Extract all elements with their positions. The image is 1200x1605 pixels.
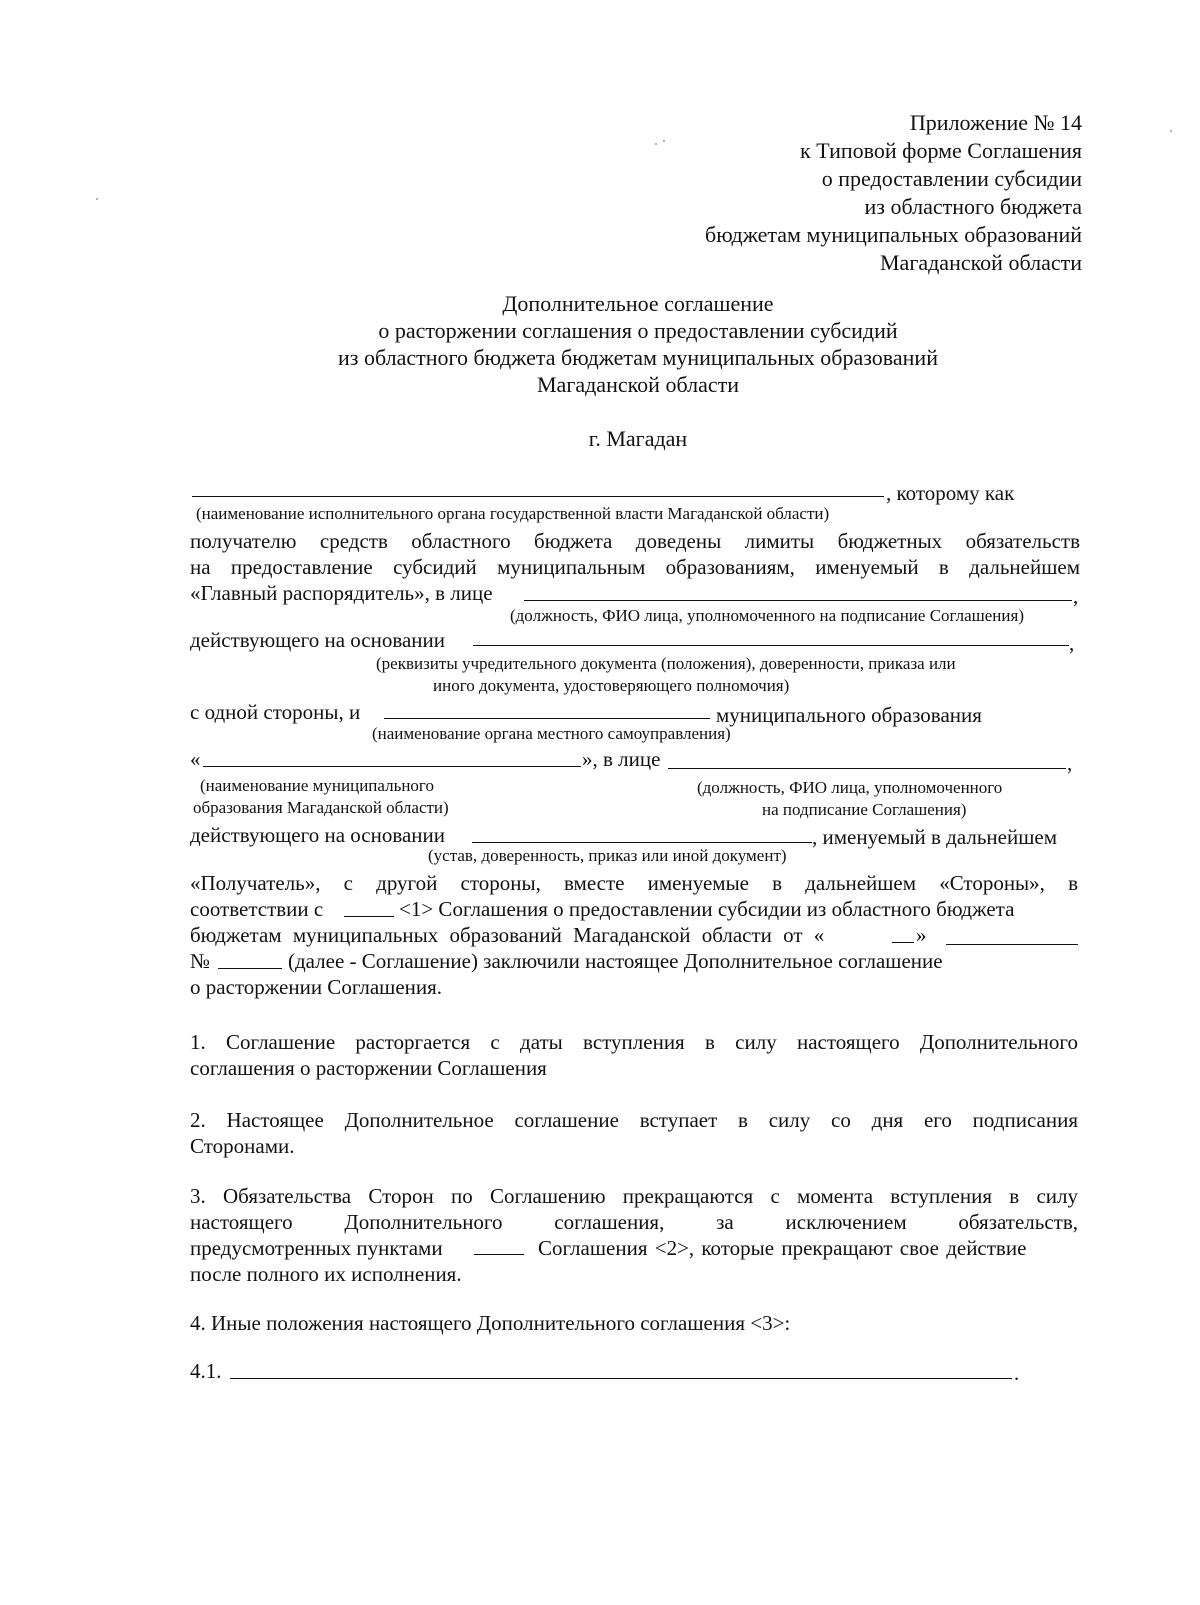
blank-other-provisions bbox=[230, 1378, 1012, 1379]
preamble-text: муниципального образования bbox=[716, 703, 982, 727]
clause-2: Сторонами. bbox=[190, 1134, 295, 1158]
title-line: из областного бюджета бюджетам муниципальных образований bbox=[338, 345, 938, 370]
preamble-text: «Получатель», с другой стороны, вместе именуемые в дальнейшем «Стороны», в bbox=[190, 871, 1078, 895]
clause-2: 2. Настоящее Дополнительное соглашение вступает в силу со дня его подписания bbox=[190, 1108, 1078, 1132]
comma: , bbox=[1073, 584, 1079, 608]
clause-1: соглашения о расторжении Соглашения bbox=[190, 1056, 547, 1080]
blank-agreement-number bbox=[218, 968, 282, 969]
appendix-line: из областного бюджета bbox=[864, 194, 1082, 219]
clause-3: предусмотренных пунктами bbox=[190, 1236, 443, 1260]
preamble-text: получателю средств областного бюджета доведены лимиты бюджетных обязательств bbox=[190, 529, 1080, 553]
field-caption: образования Магаданской области) bbox=[193, 798, 449, 817]
clause-1: 1. Соглашение расторгается с даты вступления в силу настоящего Дополнительного bbox=[190, 1030, 1078, 1054]
preamble-text: , которому как bbox=[886, 481, 1015, 505]
clause-3: после полного их исполнения. bbox=[190, 1262, 462, 1286]
preamble-text: <1> Соглашения о предоставлении субсидии из областного бюджета bbox=[399, 897, 1015, 921]
appendix-line: бюджетам муниципальных образований bbox=[705, 222, 1082, 247]
scan-speck bbox=[96, 198, 98, 200]
blank-day bbox=[892, 942, 914, 943]
field-caption: (наименование исполнительного органа государственной власти Магаданской области) bbox=[196, 504, 830, 523]
comma: , bbox=[1069, 631, 1075, 655]
field-caption: (устав, доверенность, приказ или иной документ) bbox=[428, 846, 787, 865]
field-caption: (должность, ФИО лица, уполномоченного на подписание Соглашения) bbox=[510, 606, 1024, 625]
blank-clause-ref bbox=[344, 916, 394, 917]
preamble-text: с одной стороны, и bbox=[190, 700, 361, 724]
blank-clauses-ref bbox=[474, 1254, 524, 1255]
blank-basis-document bbox=[473, 645, 1069, 646]
period: . bbox=[1014, 1361, 1020, 1385]
field-caption: (наименование органа местного самоуправления) bbox=[372, 724, 731, 743]
preamble-text: № bbox=[190, 949, 211, 973]
appendix-line: о предоставлении субсидии bbox=[821, 166, 1082, 191]
preamble-text: «Главный распорядитель», в лице bbox=[190, 581, 493, 605]
clause-3: настоящего Дополнительного соглашения, за исключением обязательств, bbox=[190, 1210, 1078, 1234]
city: г. Магадан bbox=[588, 426, 688, 451]
field-caption: (должность, ФИО лица, уполномоченного bbox=[697, 778, 1003, 797]
blank-municipal-official bbox=[668, 768, 1066, 769]
preamble-text: (далее - Соглашение) заключили настоящее Дополнительное соглашение bbox=[288, 949, 943, 973]
blank-recipient-basis bbox=[472, 842, 812, 843]
blank-authority-name bbox=[192, 496, 884, 497]
preamble-text: действующего на основании bbox=[190, 823, 446, 847]
clause-4: 4. Иные положения настоящего Дополнительного соглашения <3>: bbox=[190, 1311, 791, 1335]
blank-month-year bbox=[946, 944, 1078, 945]
blank-local-authority bbox=[384, 718, 710, 719]
preamble-text: соответствии с bbox=[190, 897, 324, 921]
preamble-text: бюджетам муниципальных образований Магаданской области от « bbox=[190, 923, 825, 947]
preamble-text: о расторжении Соглашения. bbox=[190, 975, 443, 999]
appendix-line: к Типовой форме Соглашения bbox=[800, 138, 1082, 163]
scan-speck bbox=[655, 143, 657, 145]
field-caption: (реквизиты учредительного документа (положения), доверенности, приказа или bbox=[376, 654, 956, 673]
blank-municipality-name bbox=[203, 766, 581, 767]
title-line: о расторжении соглашения о предоставлении субсидий bbox=[378, 318, 898, 343]
quote-mark: » bbox=[916, 923, 927, 947]
preamble-text: на предоставление субсидий муниципальным образованиям, именуемый в дальнейшем bbox=[190, 555, 1080, 579]
preamble-text: действующего на основании bbox=[190, 628, 446, 652]
blank-head-official bbox=[524, 600, 1072, 601]
quote-mark: « bbox=[190, 747, 201, 771]
appendix-line: Магаданской области bbox=[880, 250, 1082, 275]
clause-3: Соглашения <2>, которые прекращают свое действие bbox=[538, 1236, 1027, 1260]
field-caption: на подписание Соглашения) bbox=[762, 800, 967, 819]
preamble-text: », в лице bbox=[582, 747, 661, 771]
field-caption: иного документа, удостоверяющего полномочия) bbox=[433, 676, 790, 695]
preamble-text: , именуемый в дальнейшем bbox=[812, 825, 1058, 849]
clause-3: 3. Обязательства Сторон по Соглашению прекращаются с момента вступления в силу bbox=[190, 1184, 1078, 1208]
clause-4-1-label: 4.1. bbox=[190, 1359, 222, 1383]
scan-speck bbox=[663, 140, 665, 142]
field-caption: (наименование муниципального bbox=[200, 776, 434, 795]
scan-speck bbox=[1170, 130, 1172, 132]
title-line: Дополнительное соглашение bbox=[502, 291, 774, 316]
appendix-number: Приложение № 14 bbox=[909, 110, 1082, 135]
comma: , bbox=[1067, 751, 1073, 775]
title-line: Магаданской области bbox=[537, 372, 739, 397]
